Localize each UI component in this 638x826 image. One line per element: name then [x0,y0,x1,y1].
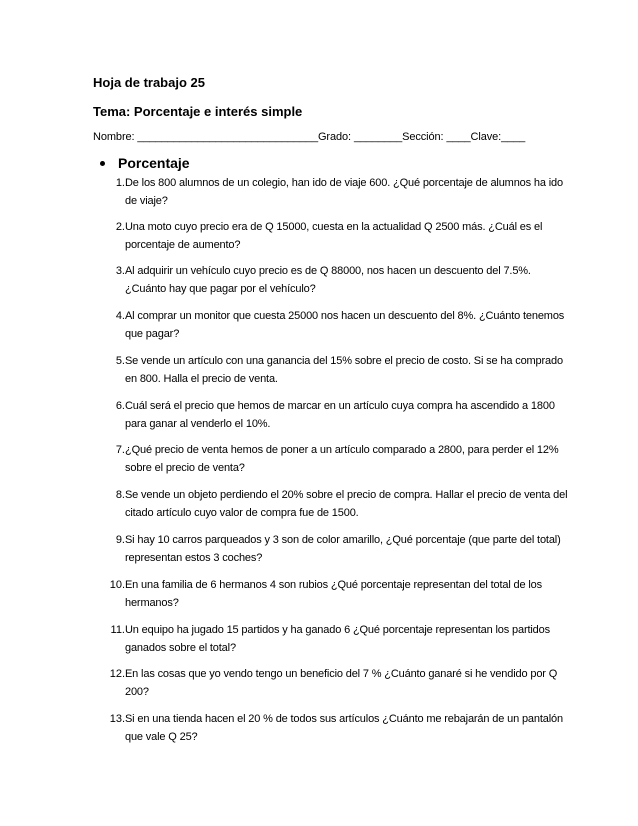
exercise-text: Un equipo ha jugado 15 partidos y ha ganado 6 ¿Qué porcentaje representan los partidos ganados sobre el total? [125,624,550,654]
exercise-number: 10. [109,579,125,591]
worksheet-title: Hoja de trabajo 25 [93,75,205,90]
exercise-number: 6. [115,400,125,412]
exercise-number: 4. [115,310,125,322]
worksheet-topic: Tema: Porcentaje e interés simple [93,104,303,119]
exercise-text: Se vende un artículo con una ganancia del 15% sobre el precio de costo. Si se ha comprado en 800. Halla el precio de venta. [125,355,563,385]
exercise-number: 5. [115,355,125,367]
exercise-number: 2. [115,221,125,233]
student-info-line: Nombre: ______________________________Grado: ________Sección: ____Clave:____ [93,131,526,143]
exercise-text: Se vende un objeto perdiendo el 20% sobre el precio de compra. Hallar el precio de venta del citado artículo cuyo valor de compra fue de 1500. [125,489,568,519]
exercise-number: 1. [115,177,125,189]
exercise-number: 11. [110,624,125,636]
section-heading: Porcentaje [118,155,190,171]
exercise-number: 7. [115,444,125,456]
exercise-number: 8. [115,489,125,501]
exercise-text: En una familia de 6 hermanos 4 son rubios ¿Qué porcentaje representan del total de los hermanos? [125,579,542,609]
exercise-number: 3. [115,265,125,277]
exercise-text: Al comprar un monitor que cuesta 25000 nos hacen un descuento del 8%. ¿Cuánto tenemos que pagar? [125,310,565,340]
exercise-text: Una moto cuyo precio era de Q 15000, cuesta en la actualidad Q 2500 más. ¿Cuál es el porcentaje de aumento? [125,221,543,251]
exercise-text: Cuál será el precio que hemos de marcar en un artículo cuya compra ha ascendido a 1800 para ganar al venderlo el 10%. [125,400,555,430]
exercise-text: En las cosas que yo vendo tengo un beneficio del 7 % ¿Cuánto ganaré si he vendido por Q 200? [125,668,558,698]
exercise-text: ¿Qué precio de venta hemos de poner a un artículo comparado a 2800, para perder el 12% sobre el precio de venta? [125,444,559,474]
exercise-text: De los 800 alumnos de un colegio, han ido de viaje 600. ¿Qué porcentaje de alumnos ha ido de viaje? [125,177,563,207]
exercise-number: 12. [109,668,125,680]
exercise-number: 13. [109,713,125,725]
exercise-text: Al adquirir un vehículo cuyo precio es de Q 88000, nos hacen un descuento del 7.5%. ¿Cuánto hay que pagar por el vehículo? [125,265,531,295]
exercise-text: Si hay 10 carros parqueados y 3 son de color amarillo, ¿Qué porcentaje (que parte del total) representan estos 3 coches? [125,534,561,564]
exercise-text: Si en una tienda hacen el 20 % de todos sus artículos ¿Cuánto me rebajarán de un pantalón que vale Q 25? [125,713,563,743]
exercise-number: 9. [115,534,125,546]
